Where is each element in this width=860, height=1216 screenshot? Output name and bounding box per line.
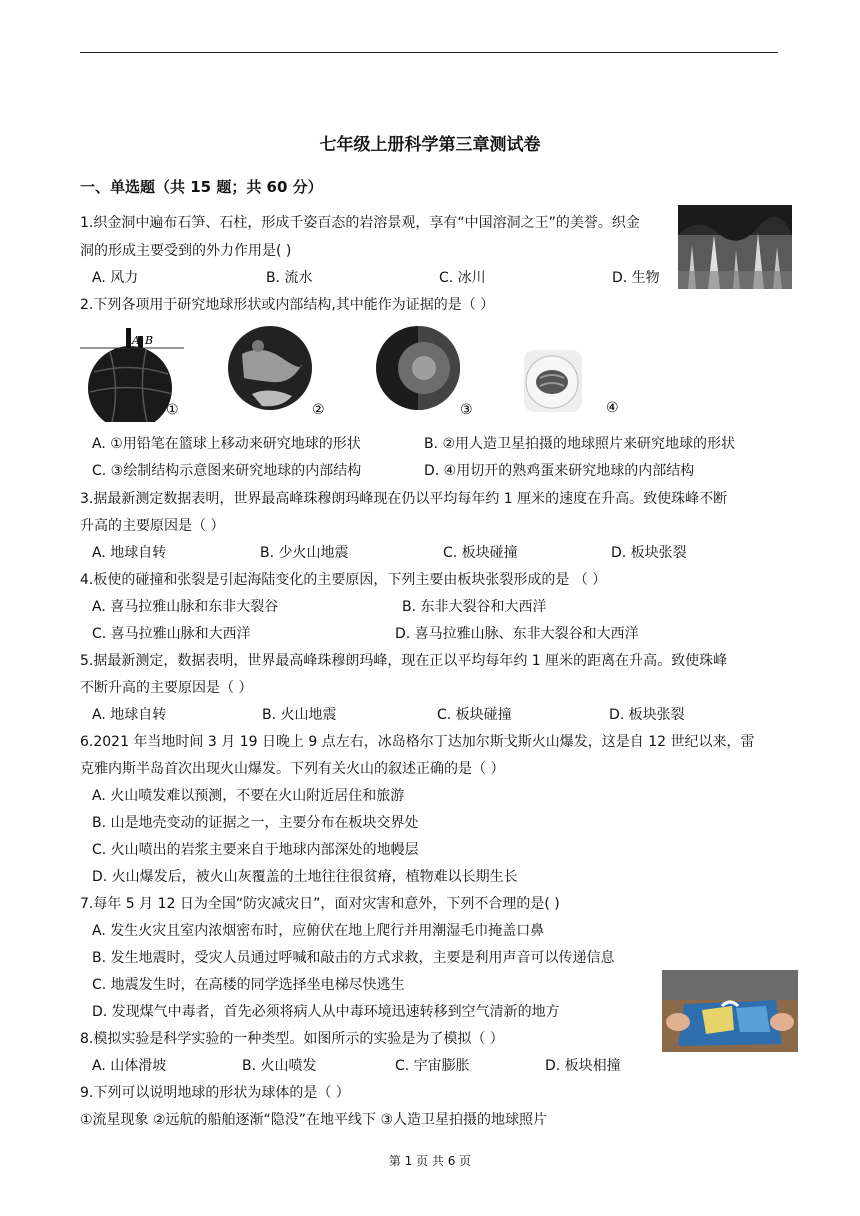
question-3-line-2: 升高的主要原因是（ ） <box>80 518 225 534</box>
figure-label-1: ① <box>166 402 179 418</box>
question-3-option-b: B. 少火山地震 <box>260 545 349 561</box>
question-5-option-d: D. 板块张裂 <box>609 707 685 723</box>
page-title: 七年级上册科学第三章测试卷 <box>319 135 541 155</box>
question-5-option-a: A. 地球自转 <box>92 707 167 723</box>
figure-3-earth-structure <box>372 324 484 420</box>
question-1-line-1: 1.织金洞中遍布石笋、石柱，形成千姿百态的岩溶景观，享有“中国溶洞之王”的美誉。织金 <box>80 215 640 231</box>
figure-label-b: B <box>145 334 154 347</box>
question-7-line-1: 7.每年 5 月 12 日为全国“防灾减灾日”，面对灾害和意外，下列不合理的是( ) <box>80 896 560 912</box>
question-4-option-b: B. 东非大裂谷和大西洋 <box>402 599 547 615</box>
cave-photo <box>678 205 792 289</box>
question-8-line-1: 8.模拟实验是科学实验的一种类型。如图所示的实验是为了模拟（ ） <box>80 1031 504 1047</box>
question-6-option-d: D. 火山爆发后，被火山灰覆盖的土地往往很贫瘠，植物难以长期生长 <box>92 869 518 885</box>
question-9-statements: ①流星现象 ②远航的船舶逐渐“隐没”在地平线下 ③人造卫星拍摄的地球照片 <box>80 1112 548 1128</box>
question-2-option-d: D. ④用切开的熟鸡蛋来研究地球的内部结构 <box>424 463 695 479</box>
figure-2-earth-photo <box>222 324 334 420</box>
question-3-option-a: A. 地球自转 <box>92 545 167 561</box>
question-2-option-a: A. ①用铅笔在篮球上移动来研究地球的形状 <box>92 436 361 452</box>
question-3-option-c: C. 板块碰撞 <box>443 545 518 561</box>
question-1-option-d: D. 生物 <box>612 270 660 286</box>
question-1-option-c: C. 冰川 <box>439 270 486 286</box>
figure-label-4: ④ <box>606 400 619 416</box>
question-6-option-b: B. 山是地壳变动的证据之一，主要分布在板块交界处 <box>92 815 419 831</box>
question-7-option-b: B. 发生地震时，受灾人员通过呼喊和敲击的方式求救，主要是利用声音可以传递信息 <box>92 950 615 966</box>
figure-label-2: ② <box>312 402 325 418</box>
question-5-line-2: 不断升高的主要原因是（ ） <box>80 680 253 696</box>
header-rule <box>80 52 778 53</box>
question-5-line-1: 5.据最新测定，数据表明，世界最高峰珠穆朗玛峰，现在正以平均每年约 1 厘米的距离在升高。致使珠峰 <box>80 653 728 669</box>
question-4-option-d: D. 喜马拉雅山脉、东非大裂谷和大西洋 <box>395 626 639 642</box>
figure-1-pencil-on-ball <box>80 322 190 422</box>
question-1-line-2: 洞的形成主要受到的外力作用是( ) <box>80 243 292 259</box>
plate-collision-experiment-photo <box>662 970 798 1052</box>
question-8-option-b: B. 火山喷发 <box>242 1058 317 1074</box>
figure-4-egg <box>522 346 626 420</box>
page-footer: 第 1 页 共 6 页 <box>388 1154 472 1168</box>
question-4-option-a: A. 喜马拉雅山脉和东非大裂谷 <box>92 599 279 615</box>
question-2-option-c: C. ③绘制结构示意图来研究地球的内部结构 <box>92 463 362 479</box>
question-6-option-c: C. 火山喷出的岩浆主要来自于地球内部深处的地幔层 <box>92 842 419 858</box>
figure-label-a: A <box>132 334 140 347</box>
question-2-line-1: 2.下列各项用于研究地球形状或内部结构,其中能作为证据的是（ ） <box>80 297 495 313</box>
question-6-line-1: 6.2021 年当地时间 3 月 19 日晚上 9 点左右，冰岛格尔丁达加尔斯戈斯火山爆发，这是自 12 世纪以来，雷 <box>80 734 755 750</box>
question-7-option-c: C. 地震发生时，在高楼的同学选择坐电梯尽快逃生 <box>92 977 405 993</box>
question-8-option-c: C. 宇宙膨胀 <box>395 1058 470 1074</box>
question-7-option-a: A. 发生火灾且室内浓烟密布时，应俯伏在地上爬行并用潮湿毛巾掩盖口鼻 <box>92 923 545 939</box>
question-5-option-b: B. 火山地震 <box>262 707 337 723</box>
question-6-option-a: A. 火山喷发难以预测，不要在火山附近居住和旅游 <box>92 788 405 804</box>
figure-label-3: ③ <box>460 402 473 418</box>
question-9-line-1: 9.下列可以说明地球的形状为球体的是（ ） <box>80 1085 350 1101</box>
question-6-line-2: 克雅内斯半岛首次出现火山爆发。下列有关火山的叙述正确的是（ ） <box>80 761 505 777</box>
question-4-line-1: 4.板使的碰撞和张裂是引起海陆变化的主要原因，下列主要由板块张裂形成的是 （ ） <box>80 572 607 588</box>
question-8-option-a: A. 山体滑坡 <box>92 1058 167 1074</box>
question-3-line-1: 3.据最新测定数据表明，世界最高峰珠穆朗玛峰现在仍以平均每年约 1 厘米的速度在升高。致使珠峰不断 <box>80 491 728 507</box>
question-7-option-d: D. 发现煤气中毒者，首先必须将病人从中毒环境迅速转移到空气清新的地方 <box>92 1004 560 1020</box>
question-1-option-b: B. 流水 <box>266 270 313 286</box>
question-4-option-c: C. 喜马拉雅山脉和大西洋 <box>92 626 251 642</box>
question-5-option-c: C. 板块碰撞 <box>437 707 512 723</box>
section-heading: 一、单选题（共 15 题；共 60 分） <box>80 178 323 196</box>
question-3-option-d: D. 板块张裂 <box>611 545 687 561</box>
question-1-option-a: A. 风力 <box>92 270 139 286</box>
question-2-option-b: B. ②用人造卫星拍摄的地球照片来研究地球的形状 <box>424 436 736 452</box>
question-8-option-d: D. 板块相撞 <box>545 1058 621 1074</box>
